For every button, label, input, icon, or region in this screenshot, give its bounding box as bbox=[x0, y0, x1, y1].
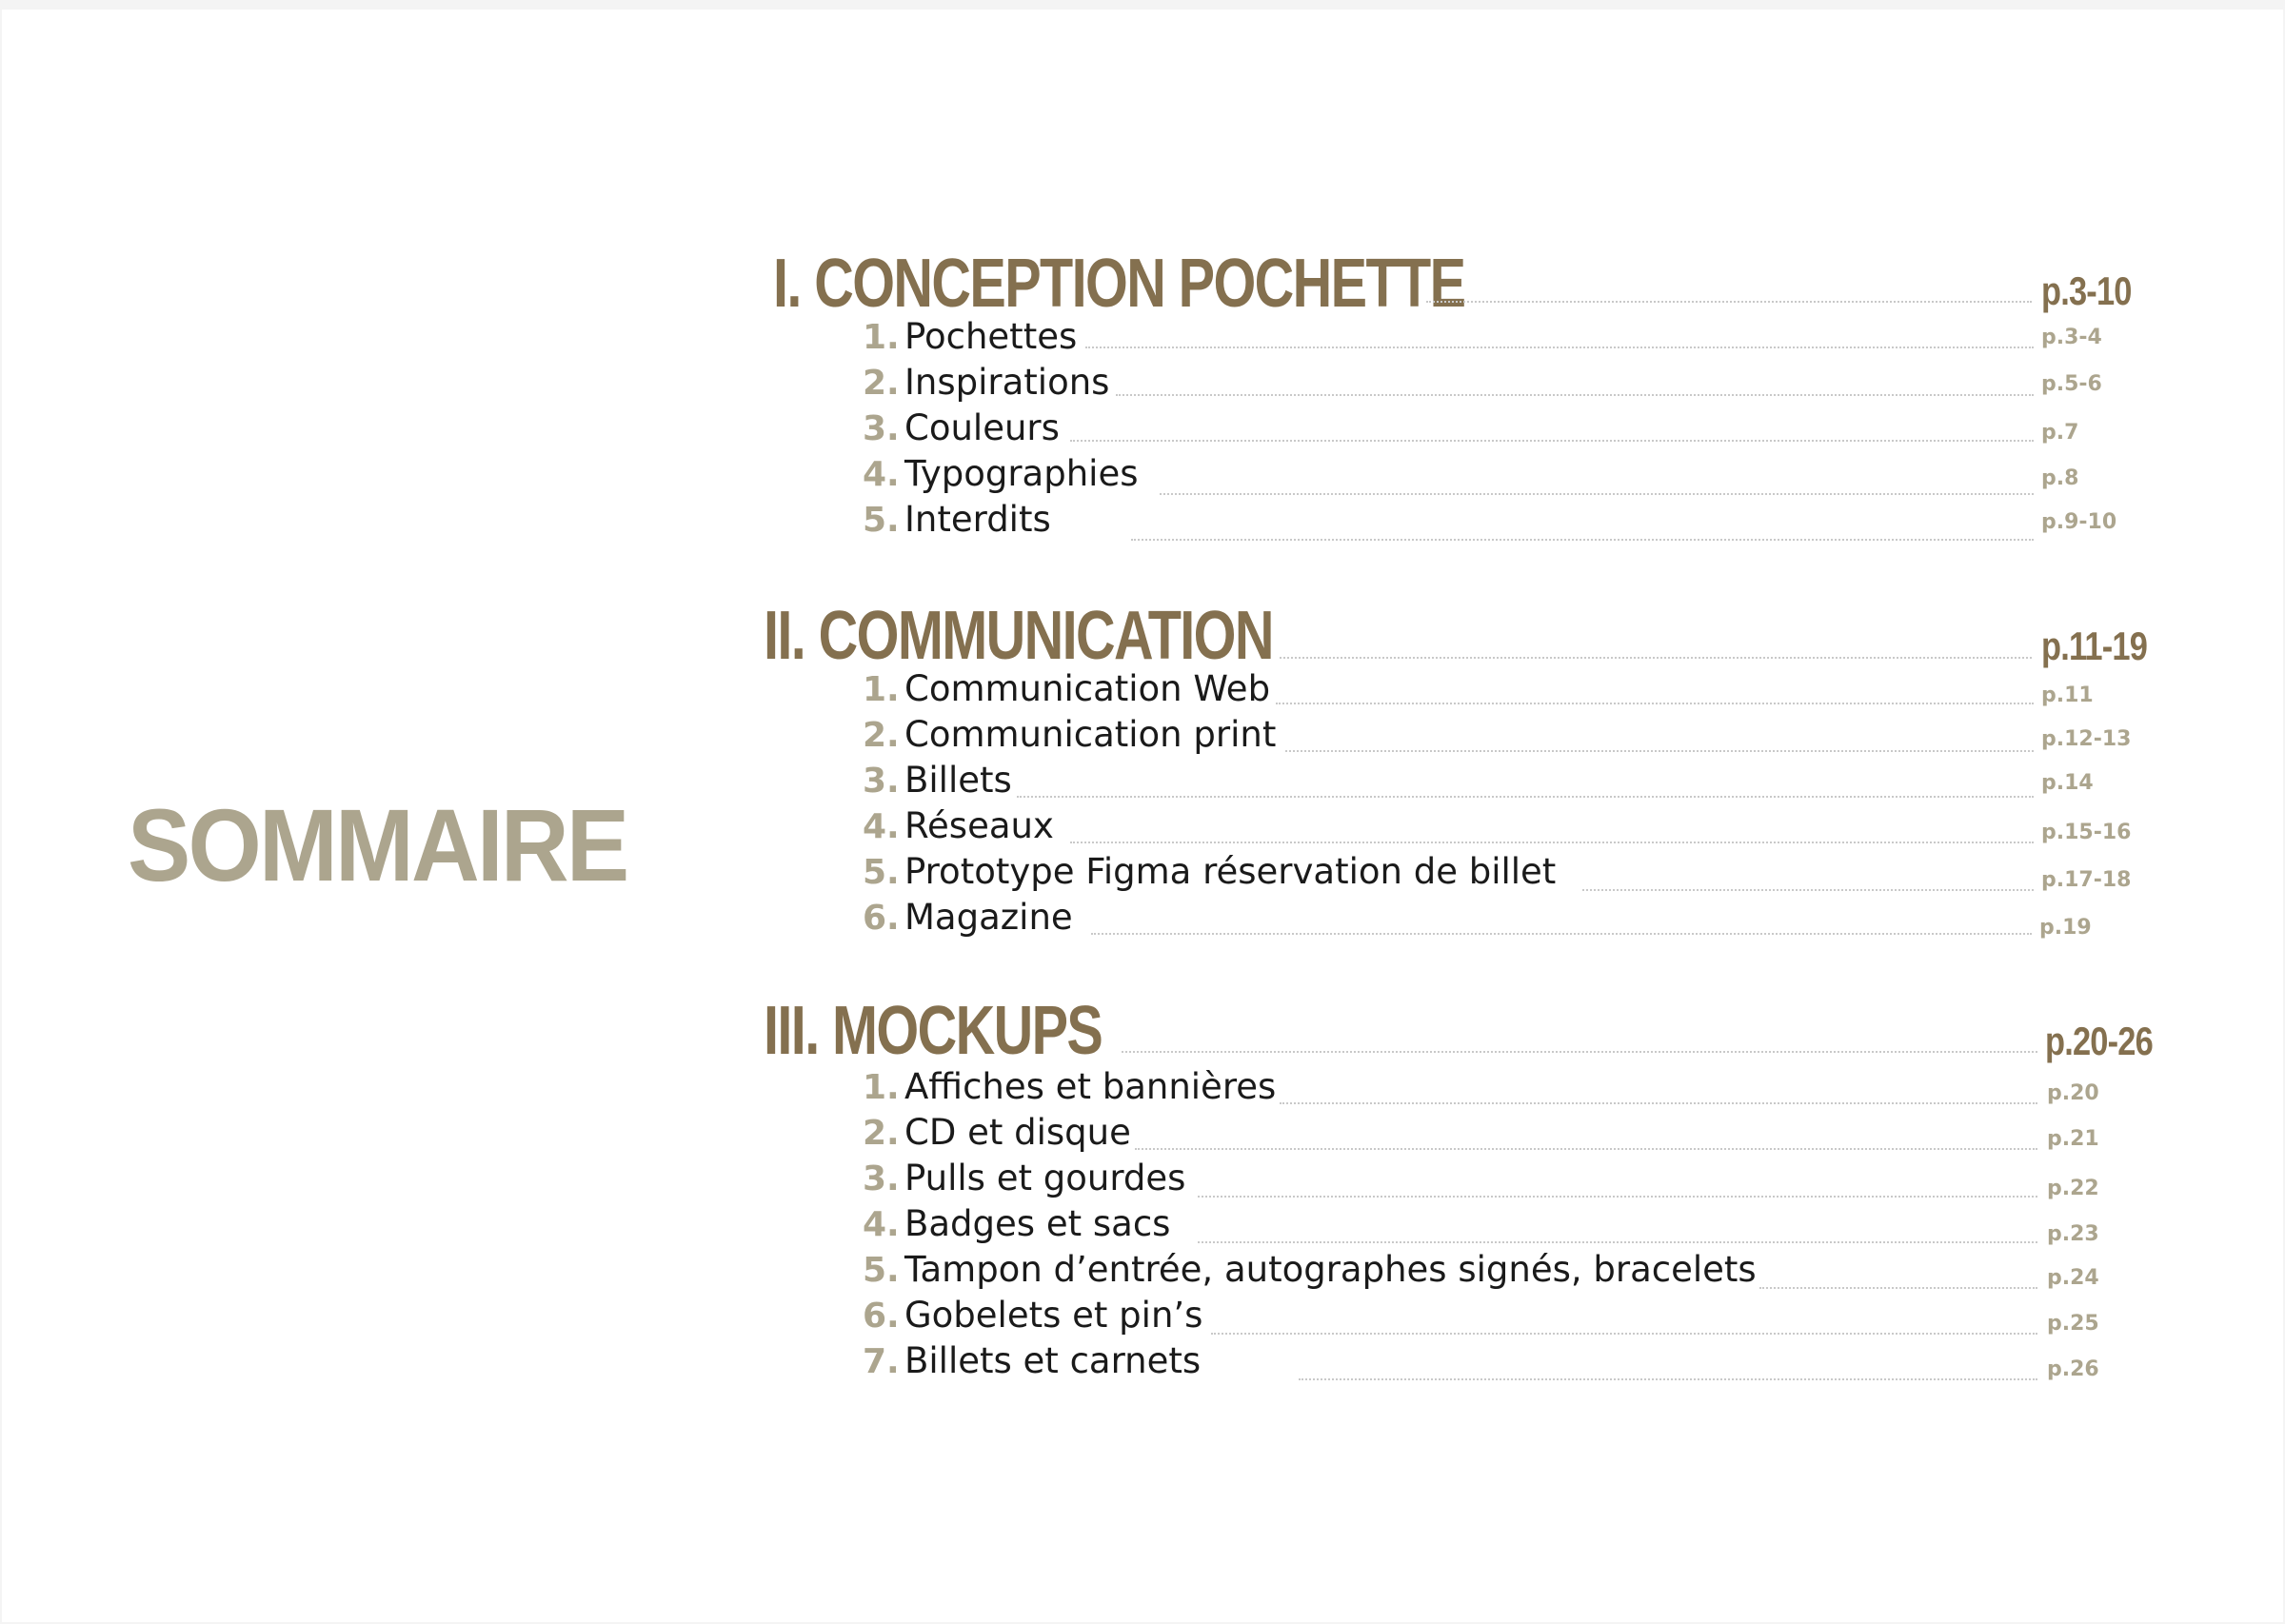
item-label: Affiches et bannières bbox=[904, 1066, 1277, 1107]
toc-item[interactable] bbox=[863, 714, 1276, 755]
item-pages: p.9-10 bbox=[2041, 510, 2117, 534]
item-pages: p.8 bbox=[2041, 466, 2079, 490]
section-heading-conception-pochette bbox=[773, 248, 1638, 320]
item-label: Typographies bbox=[904, 453, 1139, 494]
leader-line bbox=[1280, 657, 2032, 659]
item-number: 6. bbox=[863, 1297, 900, 1336]
item-number: 3. bbox=[863, 1159, 900, 1198]
item-label: Interdits bbox=[904, 499, 1051, 540]
item-label: Pochettes bbox=[904, 316, 1078, 357]
item-label: Gobelets et pin’s bbox=[904, 1295, 1203, 1336]
section-heading-mockups bbox=[764, 995, 1186, 1067]
item-pages: p.21 bbox=[2047, 1127, 2099, 1151]
leader-line bbox=[1160, 493, 2034, 495]
leader-line bbox=[1070, 440, 2034, 442]
item-number: 1. bbox=[863, 318, 900, 357]
item-label: Tampon d’entrée, autographes signés, bracelets bbox=[904, 1249, 1757, 1290]
toc-item[interactable] bbox=[863, 897, 1073, 938]
item-number: 4. bbox=[863, 455, 900, 494]
toc-item[interactable] bbox=[863, 668, 1270, 709]
item-pages: p.15-16 bbox=[2041, 821, 2132, 844]
leader-line bbox=[1582, 889, 2034, 891]
item-label: Billets et carnets bbox=[904, 1340, 1202, 1381]
leader-line bbox=[1198, 1241, 2037, 1243]
item-number: 1. bbox=[863, 1068, 900, 1107]
toc-item[interactable] bbox=[863, 1295, 1202, 1336]
item-number: 5. bbox=[863, 1251, 900, 1290]
toc-item[interactable] bbox=[863, 499, 1051, 540]
item-pages: p.26 bbox=[2047, 1357, 2099, 1381]
toc-item[interactable] bbox=[863, 1203, 1170, 1244]
leader-line bbox=[1091, 933, 2032, 935]
toc-item[interactable] bbox=[863, 362, 1109, 403]
item-pages: p.14 bbox=[2041, 771, 2094, 795]
item-pages: p.5-6 bbox=[2041, 372, 2102, 396]
section-title: II. COMMUNICATION bbox=[764, 598, 1273, 674]
item-pages: p.23 bbox=[2047, 1222, 2099, 1246]
leader-line bbox=[1211, 1333, 2037, 1335]
item-label: Inspirations bbox=[904, 362, 1110, 403]
leader-line bbox=[1198, 1196, 2037, 1198]
leader-line bbox=[1070, 842, 2034, 843]
toc-item[interactable] bbox=[863, 316, 1077, 357]
item-number: 5. bbox=[863, 853, 900, 892]
section-pages: p.3-10 bbox=[2041, 268, 2132, 313]
toc-item[interactable] bbox=[863, 1066, 1276, 1107]
item-number: 3. bbox=[863, 762, 900, 801]
item-label: Communication print bbox=[904, 714, 1277, 755]
item-number: 2. bbox=[863, 1114, 900, 1153]
item-number: 3. bbox=[863, 409, 900, 448]
section-title: III. MOCKUPS bbox=[764, 993, 1103, 1069]
item-pages: p.22 bbox=[2047, 1177, 2099, 1200]
leader-line bbox=[1759, 1287, 2037, 1289]
toc-item[interactable] bbox=[863, 1249, 1757, 1290]
leader-line bbox=[1085, 347, 2034, 348]
page-title: SOMMAIRE bbox=[128, 787, 627, 902]
item-pages: p.17-18 bbox=[2041, 868, 2132, 892]
leader-line bbox=[1135, 1148, 2037, 1150]
toc-item[interactable] bbox=[863, 407, 1060, 448]
leader-line bbox=[1299, 1378, 2037, 1380]
leader-line bbox=[1017, 796, 2034, 798]
toc-item[interactable] bbox=[863, 1158, 1185, 1198]
item-number: 2. bbox=[863, 716, 900, 755]
leader-line bbox=[1426, 301, 2032, 303]
section-pages: p.20-26 bbox=[2045, 1019, 2153, 1063]
item-number: 7. bbox=[863, 1342, 900, 1381]
leader-line bbox=[1280, 1102, 2037, 1104]
item-number: 6. bbox=[863, 899, 900, 938]
document-page bbox=[2, 10, 2283, 1622]
leader-line bbox=[1276, 703, 2034, 704]
toc-item[interactable] bbox=[863, 805, 1054, 846]
section-title: I. CONCEPTION POCHETTE bbox=[773, 246, 1465, 322]
item-pages: p.3-4 bbox=[2041, 326, 2102, 349]
item-pages: p.20 bbox=[2047, 1081, 2099, 1105]
leader-line bbox=[1122, 1051, 2037, 1053]
toc-item[interactable] bbox=[863, 760, 1012, 801]
item-pages: p.24 bbox=[2047, 1266, 2099, 1290]
leader-line bbox=[1285, 750, 2034, 752]
item-number: 1. bbox=[863, 670, 900, 709]
item-pages: p.12-13 bbox=[2041, 727, 2132, 751]
item-label: Couleurs bbox=[904, 407, 1060, 448]
item-number: 5. bbox=[863, 501, 900, 540]
leader-line bbox=[1131, 539, 2034, 541]
item-label: Prototype Figma réservation de billet bbox=[904, 851, 1557, 892]
toc-item[interactable] bbox=[863, 1340, 1201, 1381]
item-number: 2. bbox=[863, 364, 900, 403]
item-label: Magazine bbox=[904, 897, 1073, 938]
item-label: Communication Web bbox=[904, 668, 1271, 709]
item-label: Billets bbox=[904, 760, 1012, 801]
toc-item[interactable] bbox=[863, 453, 1139, 494]
item-pages: p.11 bbox=[2041, 683, 2094, 707]
item-pages: p.19 bbox=[2039, 916, 2092, 940]
item-label: Pulls et gourdes bbox=[904, 1158, 1186, 1198]
section-heading-communication bbox=[764, 600, 1401, 672]
section-pages: p.11-19 bbox=[2041, 624, 2148, 668]
toc-item[interactable] bbox=[863, 1112, 1131, 1153]
item-label: CD et disque bbox=[904, 1112, 1131, 1153]
item-label: Badges et sacs bbox=[904, 1203, 1171, 1244]
item-label: Réseaux bbox=[904, 805, 1054, 846]
toc-item[interactable] bbox=[863, 851, 1556, 892]
item-number: 4. bbox=[863, 1205, 900, 1244]
item-pages: p.7 bbox=[2041, 421, 2079, 445]
item-pages: p.25 bbox=[2047, 1312, 2099, 1336]
item-number: 4. bbox=[863, 807, 900, 846]
leader-line bbox=[1116, 394, 2034, 396]
